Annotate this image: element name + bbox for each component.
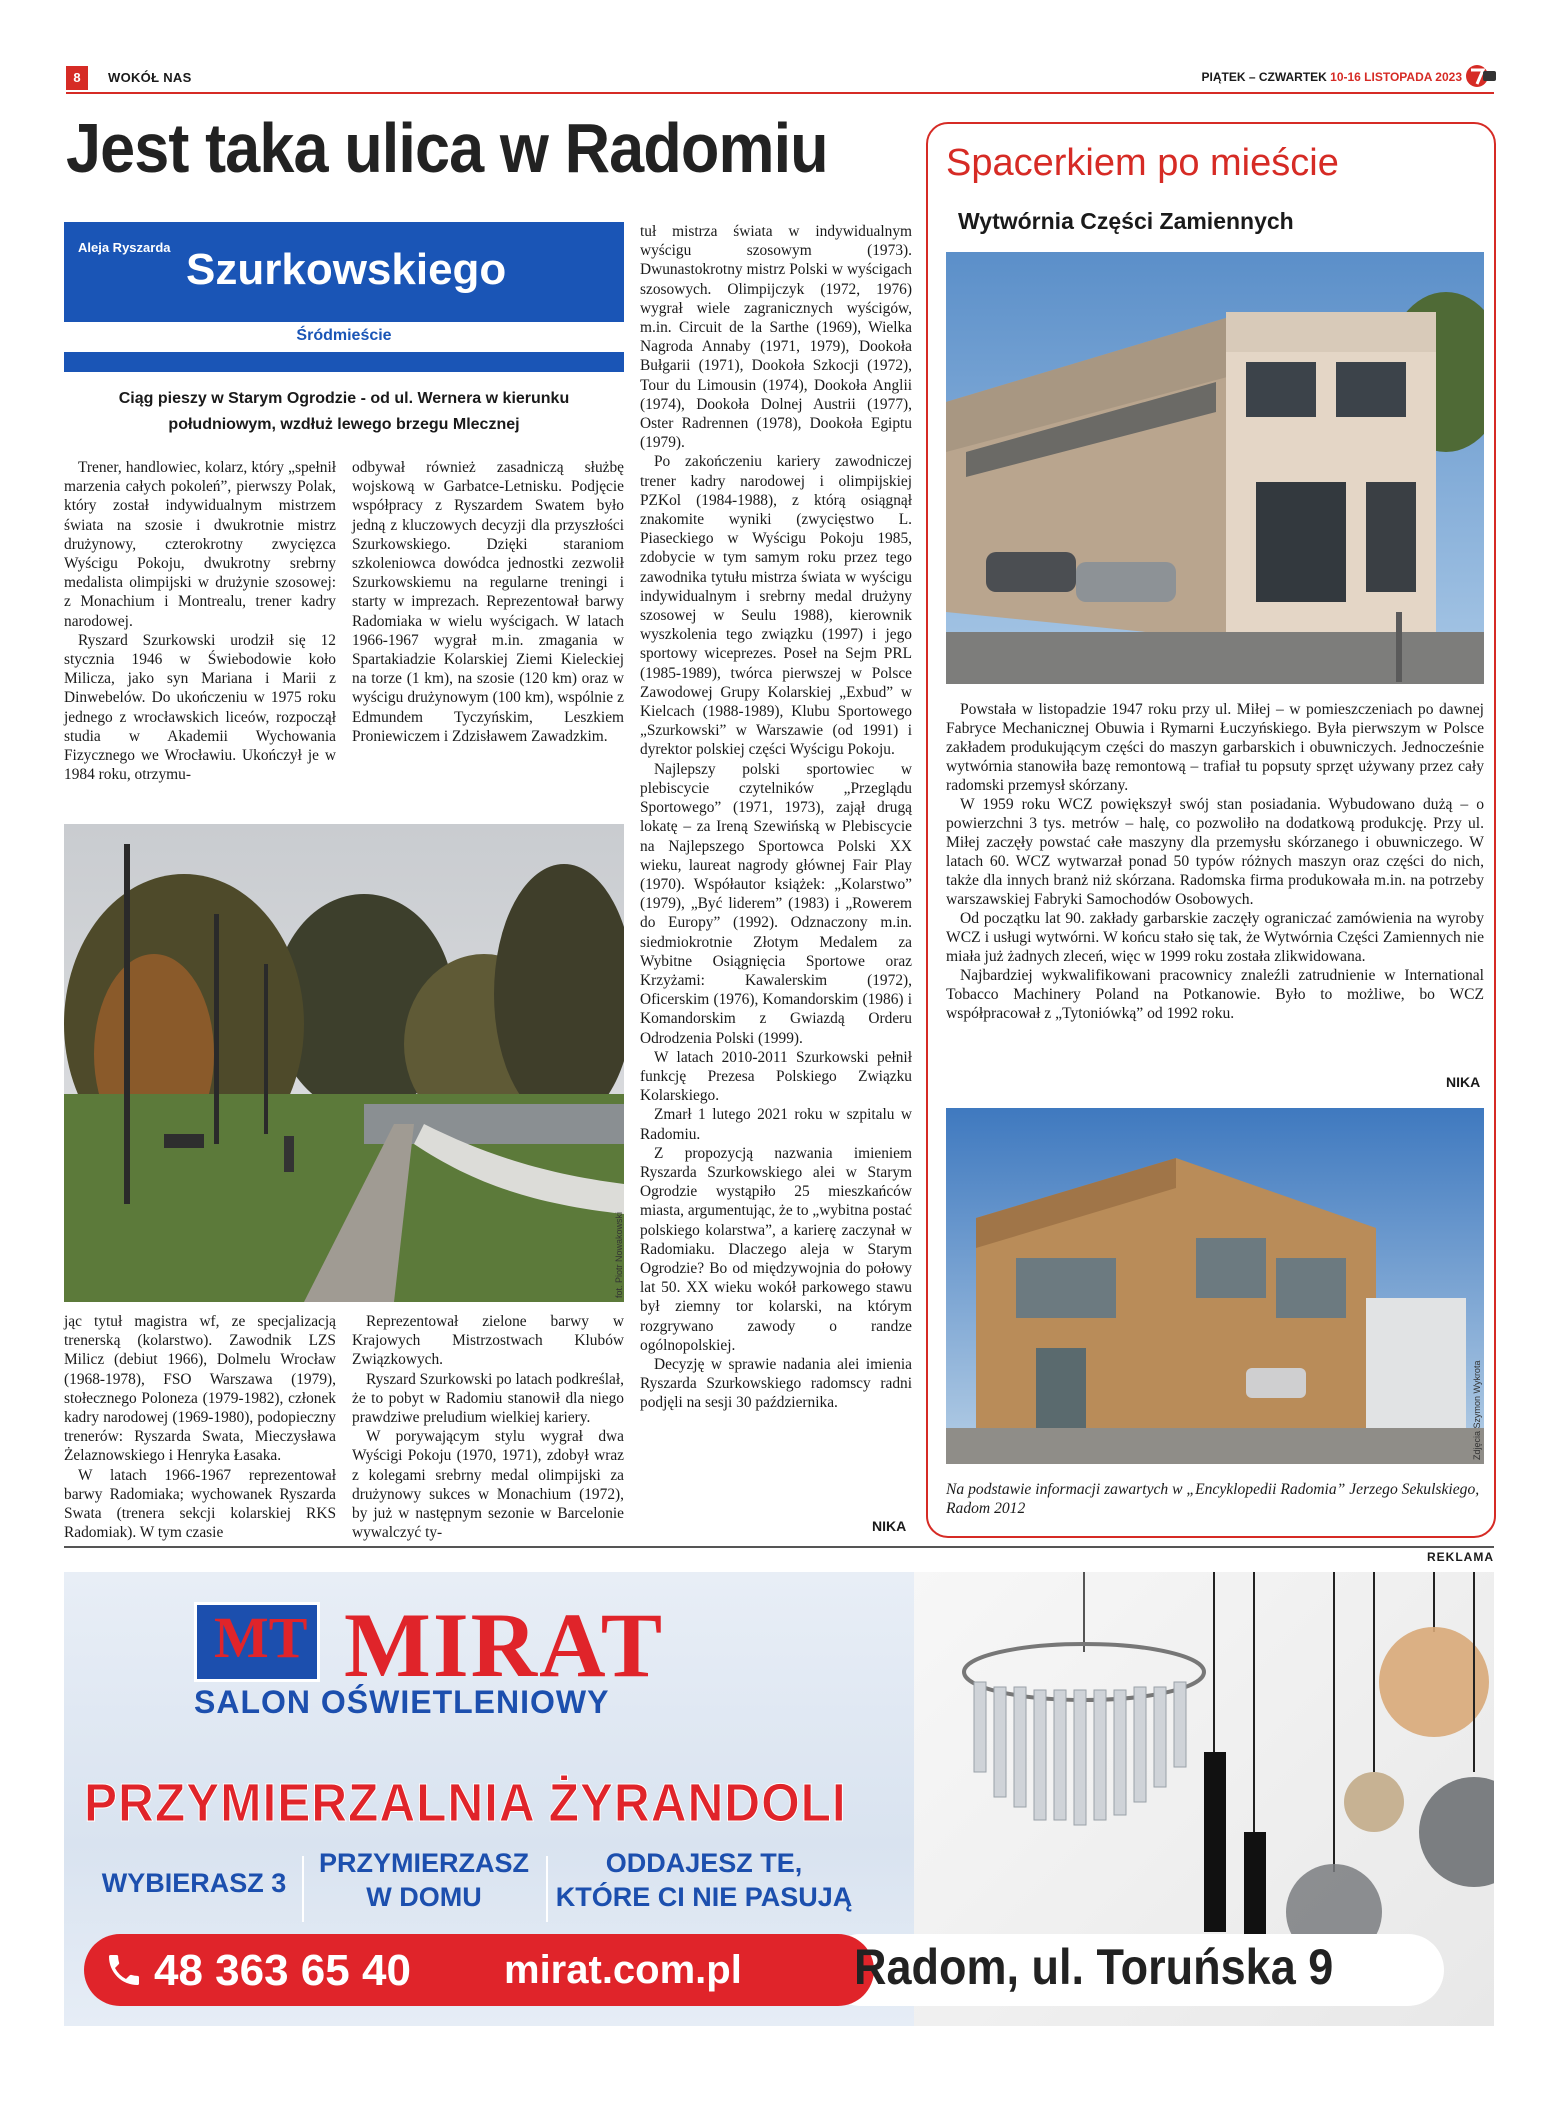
park-alley-photo xyxy=(64,824,624,1302)
paragraph: Trener, handlowiec, kolarz, który „spełnił marzenia całych pokoleń”, pierwszy Polak, który został indywidualnym mistrzem świata na szosie i dwukrotnie mistrz drużynowy, czterokrotny zwycięzca Wyścigu Pokoju, dwukrotny srebrny medalista olimpijski w drużynie szosowej: z Monachium i Montrealu, trener kadry narodowej. xyxy=(64,459,336,630)
paragraph: Najlepszy polski sportowiec w plebiscycie czytelników „Przeglądu Sportowego” (1971, 1973), zajął drugą lokatę – za Ireną Szewińską w Plebiscycie na Najlepszego Sportowca Polski XX wieku, laureat nagrody głównej Fair Play (1970). Współautor książek: „Kolarstwo” (1979), „Być liderem” (1983) i „Rowerem do Europy” (1992). Odznaczony m.in. siedmiokrotnie Złotym Medalem za Wybitne Osiągnięcia Sportowe oraz Krzyżami: Kawalerskim (1972), Oficerskim (1976), Komandorskim (1986) i Komandorskim z Gwiazdą Orderu Odrodzenia Polski (1999). xyxy=(640,760,912,1047)
paragraph: Najbardziej wykwalifikowani pracownicy znaleźli zatrudnienie w International Tobacco Machinery Poland na Potkanowie. Było to możliwe, bo WCZ współpracował z „Tytoniówką” od 1992 roku. xyxy=(946,967,1484,1022)
ad-headline: PRZYMIERZALNIA ŻYRANDOLI xyxy=(84,1773,847,1833)
page-number: 8 xyxy=(66,66,88,90)
paragraph: Od początku lat 90. zakłady garbarskie zaczęły ograniczać zamówienia na wyroby WCZ i usługi wytwórni. W końcu stało się tak, że Wytwórnia Części Zamiennych nie miała już żadnych zleceń, więc w 1999 roku została zlikwidowana. xyxy=(946,910,1484,965)
step-3-line-1: ODDAJESZ TE, xyxy=(605,1848,803,1878)
section-name: WOKÓŁ NAS xyxy=(108,70,192,85)
step-2 xyxy=(309,1846,539,1914)
street-sign-prefix: Aleja Ryszarda xyxy=(78,240,171,255)
step-divider xyxy=(546,1856,548,1922)
dateline xyxy=(1201,70,1462,84)
paragraph: Powstała w listopadzie 1947 roku przy ul. Miłej – w pomieszczeniach po dawnej Fabryce Mechanicznej Obuwia i Rymarni Łuczyńskiego. Była pierwszym w Polsce zakładem produkującym części do maszyn garbarskich i obuwniczych. Jednocześnie wytwórnia stanowiła bazę remontową – trafiał tu popsuty sprzęt używany przez cały radomski przemysł skórzany. xyxy=(946,701,1484,794)
step-divider xyxy=(302,1856,304,1922)
paragraph: Zmarł 1 lutego 2021 roku w szpitalu w Radomiu. xyxy=(640,1106,912,1143)
paragraph: Po zakończeniu kariery zawodniczej trener kadry narodowej i olimpijskiej PZKol (1984-1988), z którą osiągnął znakomite wyniki (zwycięstwo L. Piaseckiego w Wyścigu Pokoju 1985, zdobycie w tym samym roku przez tego zawodnika tytułu mistrza świata w wyścigu indywidualnym i srebrny medal drużyny szosowej w Seulu 1988), kierownik wyszkolenia tego związku (1997) i jego sportowy wiceprezes. Poseł na Sejm PRL (1985-1989), twórca pierwszej w Polsce Zawodowej Grupy Kolarskiej „Exbud” w Kielcach (1988-1989), Klubu Sportowego „Szurkowski” w Warszawie (od 1991) i dyrektor polskiej części Wyścigu Pokoju. xyxy=(640,453,912,759)
article-column-1-top xyxy=(64,458,336,784)
paragraph: jąc tytuł magistra wf, ze specjalizacją trenerską (kolarstwo). Zawodnik LZS Milicz (debiut 1966), Dolmelu Wrocław (1968-1978), FSO Warszawa (1979), stołecznego Poloneza (1979-1982), członek kadry narodowej (1969-1980), podopieczny trenerów: Ryszarda Swata, Mieczysława Żelaznowskiego i Henryka Łasaka. xyxy=(64,1313,336,1465)
paragraph: W 1959 roku WCZ powiększył swój stan posiadania. Wybudowano dużą – o powierzchni 3 tys. metrów – halę, co pozwoliło na dodatkową produkcję. Przy ul. Miłej zaczęły powstać całe maszyny dla przemysłu skórzanego i obuwniczego. W latach 60. WCZ wytwarzał ponad 50 typów różnych maszyn oraz części do nich, także dla innych branż niż skórzana. Radomska firma produkowała m.in. na potrzeby warszawskiej Fabryki Samochodów Osobowych. xyxy=(946,796,1484,908)
photo-credit: fot. Piotr Nowakowski xyxy=(614,1211,624,1298)
date-prefix: PIĄTEK – CZWARTEK xyxy=(1201,70,1331,84)
step-2-line-1: PRZYMIERZASZ xyxy=(318,1848,529,1878)
street-sign-name: Szurkowskiego xyxy=(186,245,507,294)
website-link[interactable]: mirat.com.pl xyxy=(504,1948,742,1992)
factory-building-photo xyxy=(946,252,1484,684)
box-text xyxy=(946,700,1484,1023)
brand-name: MIRAT xyxy=(344,1594,665,1696)
step-1: WYBIERASZ 3 xyxy=(101,1868,287,1898)
paragraph: tuł mistrza świata w indywidualnym wyścigu szosowym (1973). Dwunastokrotny mistrz Polski w wyścigach szosowych. Olimpijczyk (1972, 1976) wygrał wiele zagranicznych wyścigów, m.in. Circuit de la Sarthe (1969), Wielka Nagroda Annaby (1971, 1979), Dookoła Bułgarii (1971), Dookoła Szkocji (1972), Tour du Limousin (1974), Dookoła Anglii (1974), Dookoła Dolnej Austrii (1977), Oster Radrennen (1978), Dookoła Egiptu (1979). xyxy=(640,223,912,452)
store-address: Radom, ul. Toruńska 9 xyxy=(854,1939,1334,1995)
box-signature: NIKA xyxy=(1446,1074,1481,1090)
phone-icon xyxy=(104,1950,144,1990)
step-3 xyxy=(554,1846,854,1914)
header-rule xyxy=(66,92,1494,94)
paragraph: Ryszard Szurkowski po latach podkreślał, że to pobyt w Radomiu stanowił dla niego prawdziwe preludium wielkiej kariery. xyxy=(352,1370,624,1427)
paragraph: W porywającym stylu wygrał dwa Wyścigi Pokoju (1970, 1971), zdobył wraz z kolegami srebrny medal olimpijski za drużynowy sukces w Monachium (1972), by już w następnym sezonie w Barcelonie wywalczyć ty- xyxy=(352,1428,624,1542)
phone-number[interactable]: 48 363 65 40 xyxy=(154,1946,411,1995)
box-caption: Na podstawie informacji zawartych w „Encyklopedii Radomia” Jerzego Sekulskiego, Radom 2012 xyxy=(946,1481,1480,1517)
brand-tagline: SALON OŚWIETLENIOWY xyxy=(194,1684,610,1720)
paragraph: Ryszard Szurkowski urodził się 12 stycznia 1946 w Świebodowie koło Milicza, jako syn Mariana i Marii z Dinwebelów. Do ukończeniu w 1975 roku jednego z wrocławskich liceów, rozpoczął studia w Akademii Wychowania Fizycznego we Wrocławiu. Ukończył je w 1984 roku, otrzymu- xyxy=(64,631,336,784)
date-range: 10-16 LISTOPADA 2023 xyxy=(1330,70,1462,84)
ad-label: REKLAMA xyxy=(1427,1550,1494,1564)
street-sign-district: Śródmieście xyxy=(296,327,392,344)
article-column-1-bottom xyxy=(64,1312,336,1542)
step-2-line-2: W DOMU xyxy=(366,1882,482,1912)
logo-letters: MT xyxy=(214,1605,308,1670)
page-headline: Jest taka ulica w Radomiu xyxy=(66,109,828,187)
box-subtitle: Wytwórnia Części Zamiennych xyxy=(958,208,1294,234)
article-column-2-bottom xyxy=(352,1312,624,1542)
photo-credit: Zdjęcia Szymon Wykrota xyxy=(1472,1360,1482,1460)
paragraph: odbywał również zasadniczą służbę wojskową w Garbatce-Letnisku. Podjęcie współpracy z Ryszardem Swatem było jedną z kluczowych decyzji dla przyszłości Szurkowskiego. Dzięki staraniom szkoleniowca dowódca jednostki zezwolił Szurkowskiemu na regularne treningi i starty w imprezach. Reprezentował barwy Radomiaka w wielu wyścigach. W latach 1966-1967 wygrał m.in. zmagania w Spartakiadzie Kolarskiej Ziemi Kieleckiej na torze (1 km), na szosie (120 km) oraz w wyścigu drużynowym (100 km), wspólnie z Edmundem Tyczyńskim, Leszkiem Proniewiczem i Zdzisławem Zawadzkim. xyxy=(352,459,624,745)
paragraph: Reprezentował zielone barwy w Krajowych Mistrzostwach Klubów Związkowych. xyxy=(352,1313,624,1369)
article-column-3 xyxy=(640,222,912,1413)
article-signature: NIKA xyxy=(872,1518,907,1534)
paragraph: W latach 2010-2011 Szurkowski pełnił funkcję Prezesa Polskiego Związku Kolarskiego. xyxy=(640,1048,912,1105)
step-3-line-2: KTÓRE CI NIE PASUJĄ xyxy=(555,1882,853,1912)
factory-hall-photo xyxy=(946,1108,1484,1464)
paragraph: W latach 1966-1967 reprezentował barwy Radomiaka; wychowanek Ryszarda Swata (trenera sekcji kolarskiej RKS Radomiak). W tym czasie xyxy=(64,1466,336,1542)
paragraph: Decyzję w sprawie nadania alei imienia Ryszarda Szurkowskiego radomscy radni podjęli na sesji 30 października. xyxy=(640,1355,912,1412)
article-column-2-top xyxy=(352,458,624,746)
article-lead: Ciąg pieszy w Starym Ogrodzie - od ul. Wernera w kierunku południowym, wzdłuż lewego brzegu Mlecznej xyxy=(118,390,570,433)
paragraph: Z propozycją nazwania imieniem Ryszarda Szurkowskiego alei w Starym Ogrodzie wystąpiło 25 mieszkańców miasta, argumentując, że to „wybitna postać polskiego kolarstwa”, a karierę zaczynał w Radomiaku. Dlaczego aleja w Starym Ogrodzie? Bo od międzywojnia do połowy lat 50. XX wieku wokół parkowego stawu był ziemny tor kolarski, na którym rozgrywano zawody o randze ogólnopolskiej. xyxy=(640,1144,912,1354)
mirat-advertisement[interactable] xyxy=(64,1572,1494,2026)
paper-logo-icon xyxy=(1466,64,1496,88)
page-rule xyxy=(64,1546,1494,1548)
box-title: Spacerkiem po mieście xyxy=(946,142,1339,184)
